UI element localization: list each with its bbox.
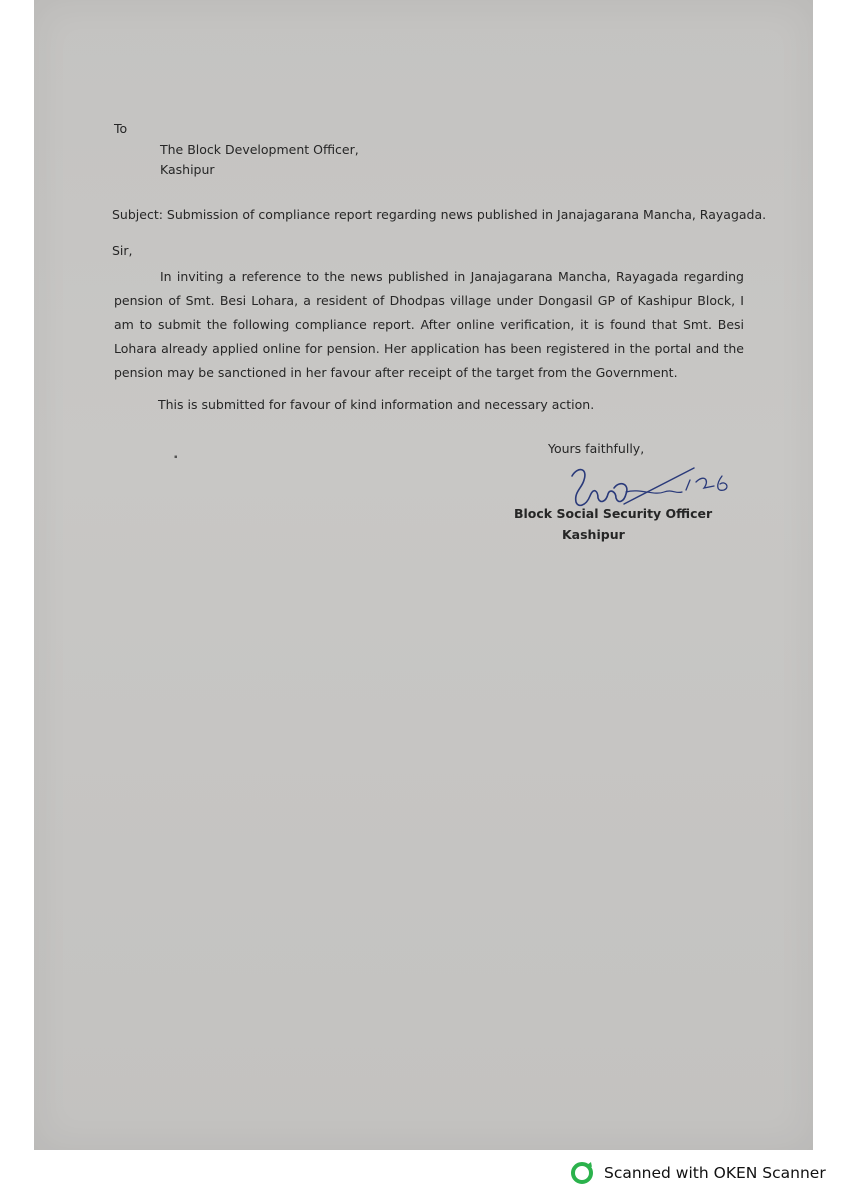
scanner-watermark-text: Scanned with OKEN Scanner <box>604 1164 826 1182</box>
scanned-page <box>34 0 813 1150</box>
addressee-line-2: Kashipur <box>160 162 215 177</box>
closing-line: This is submitted for favour of kind information and necessary action. <box>158 397 595 412</box>
addressee-line-1: The Block Development Officer, <box>160 142 359 157</box>
stray-mark: ▪ <box>174 452 178 463</box>
salutation: Sir, <box>112 243 133 258</box>
sign-off: Yours faithfully, <box>548 441 645 456</box>
scanner-watermark <box>570 1158 840 1188</box>
signatory-place: Kashipur <box>562 527 625 542</box>
oken-logo-icon <box>570 1161 594 1185</box>
letter-body: In inviting a reference to the news published in Janajagarana Mancha, Rayagada regarding pension of Smt. Besi Lohara, a resident of Dhodpas village under Dongasil GP of Kashipur Block, I am to submit the following compliance report. After online verification, it is found that Smt. Besi Lohara already applied online for pension. Her application has been registered in the portal and the pension may be sanctioned in her favour after receipt of the target from the Government. <box>114 269 744 380</box>
to-label: To <box>114 121 128 136</box>
signatory-title: Block Social Security Officer <box>514 506 713 521</box>
subject-line: Subject: Submission of compliance report regarding news published in Janajagarana Mancha, Rayagada. <box>112 207 767 222</box>
